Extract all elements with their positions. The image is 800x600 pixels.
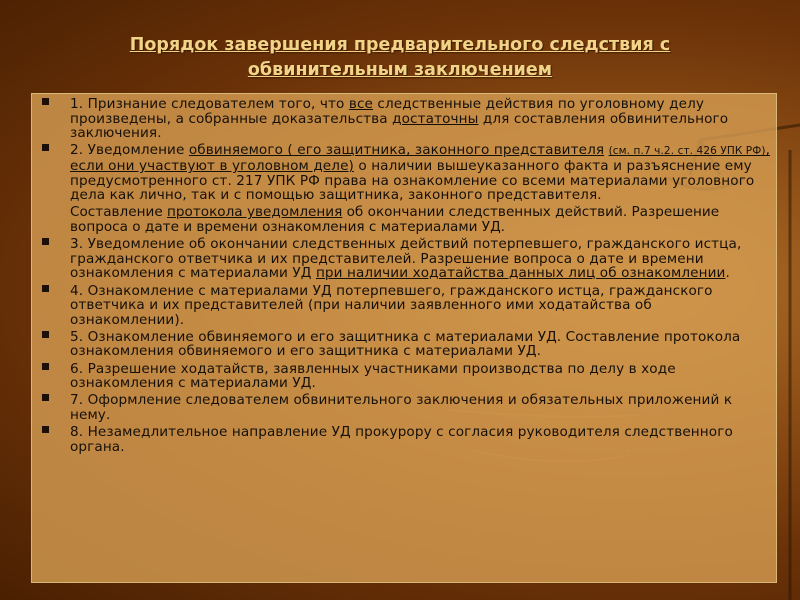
item-text-underlined: обвиняемого ( его защитника, законного представителя: [188, 142, 605, 159]
item-text: 7. Оформление следователем обвинительного заключения и обязательных приложений к нему.: [70, 392, 733, 424]
item-text: 6. Разрешение ходатайств, заявленных участниками производства по делу в ходе ознакомления с материалами УД.: [70, 360, 676, 392]
list-item: [40, 393, 770, 422]
item-text: следственные действия по уголовному делу произведены, а собранные доказательства: [70, 96, 705, 127]
bullet-icon: [42, 363, 49, 370]
bullet-icon: [42, 98, 49, 105]
list-item: [40, 284, 770, 328]
steps-list: [32, 94, 776, 454]
bullet-icon: [42, 144, 49, 151]
item-text-underlined: протокола уведомления: [167, 204, 343, 221]
list-item: [40, 425, 770, 454]
item-text-underlined: все: [348, 96, 374, 112]
item-text: 8. Незамедлительное направление УД прокурору с согласия руководителя следственного органа.: [70, 424, 733, 455]
bullet-icon: [42, 394, 49, 401]
list-item: [40, 237, 770, 281]
bullet-icon: [42, 285, 49, 292]
bullet-icon: [42, 238, 49, 245]
list-item: [40, 143, 770, 202]
bullet-icon: [42, 426, 49, 433]
list-item: [40, 330, 770, 359]
item-text-underlined: , если они участвуют в уголовном деле): [70, 142, 770, 174]
item-text: .: [725, 265, 730, 282]
bullet-icon: [42, 331, 49, 338]
page-title: Порядок завершения предварительного следствия с обвинительным заключением: [129, 35, 671, 80]
item-text: 5. Ознакомление обвиняемого и его защитника с материалами УД. Составление протокола ознакомления обвиняемого и его защитника с материалами УД.: [70, 328, 741, 360]
item-text-underlined: достаточны: [392, 110, 479, 127]
item-text: 4. Ознакомление с материалами УД потерпевшего, гражданского истца, гражданского ответчика и их представителей (при наличии заявленного ими ходатайства об ознакомлении).: [70, 282, 713, 328]
item-text: 3. Уведомление об окончании следственных действий потерпевшего, гражданского истца, гражданского ответчика и их представителей. Разрешение вопроса о дате и времени ознакомления с материалами УД: [70, 236, 742, 282]
content-box: [31, 93, 777, 583]
item-text: о наличии вышеуказанного факта и разъяснение ему предусмотренного ст. 217 УПК РФ права на ознакомление со всеми материалами уголовного дела как лично, так и с помощью защитника, законного представителя.: [70, 157, 755, 204]
item-text: Составление: [70, 204, 168, 221]
item-text: для составления обвинительного заключения.: [70, 110, 729, 142]
list-item: [40, 362, 770, 391]
item-text: 2. Уведомление: [70, 142, 189, 159]
item-text: об окончании следственных действий. Разрешение вопроса о дате и времени ознакомления с материалами УД.: [70, 204, 720, 235]
list-item: [40, 97, 770, 141]
list-item-continuation: [40, 205, 770, 234]
item-text-reference: (см. п.7 ч.2. ст. 426 УПК РФ): [608, 145, 766, 158]
item-text: 1. Признание следователем того, что: [70, 96, 349, 112]
item-text-underlined: при наличии ходатайства данных лиц об ознакомлении: [315, 265, 726, 282]
